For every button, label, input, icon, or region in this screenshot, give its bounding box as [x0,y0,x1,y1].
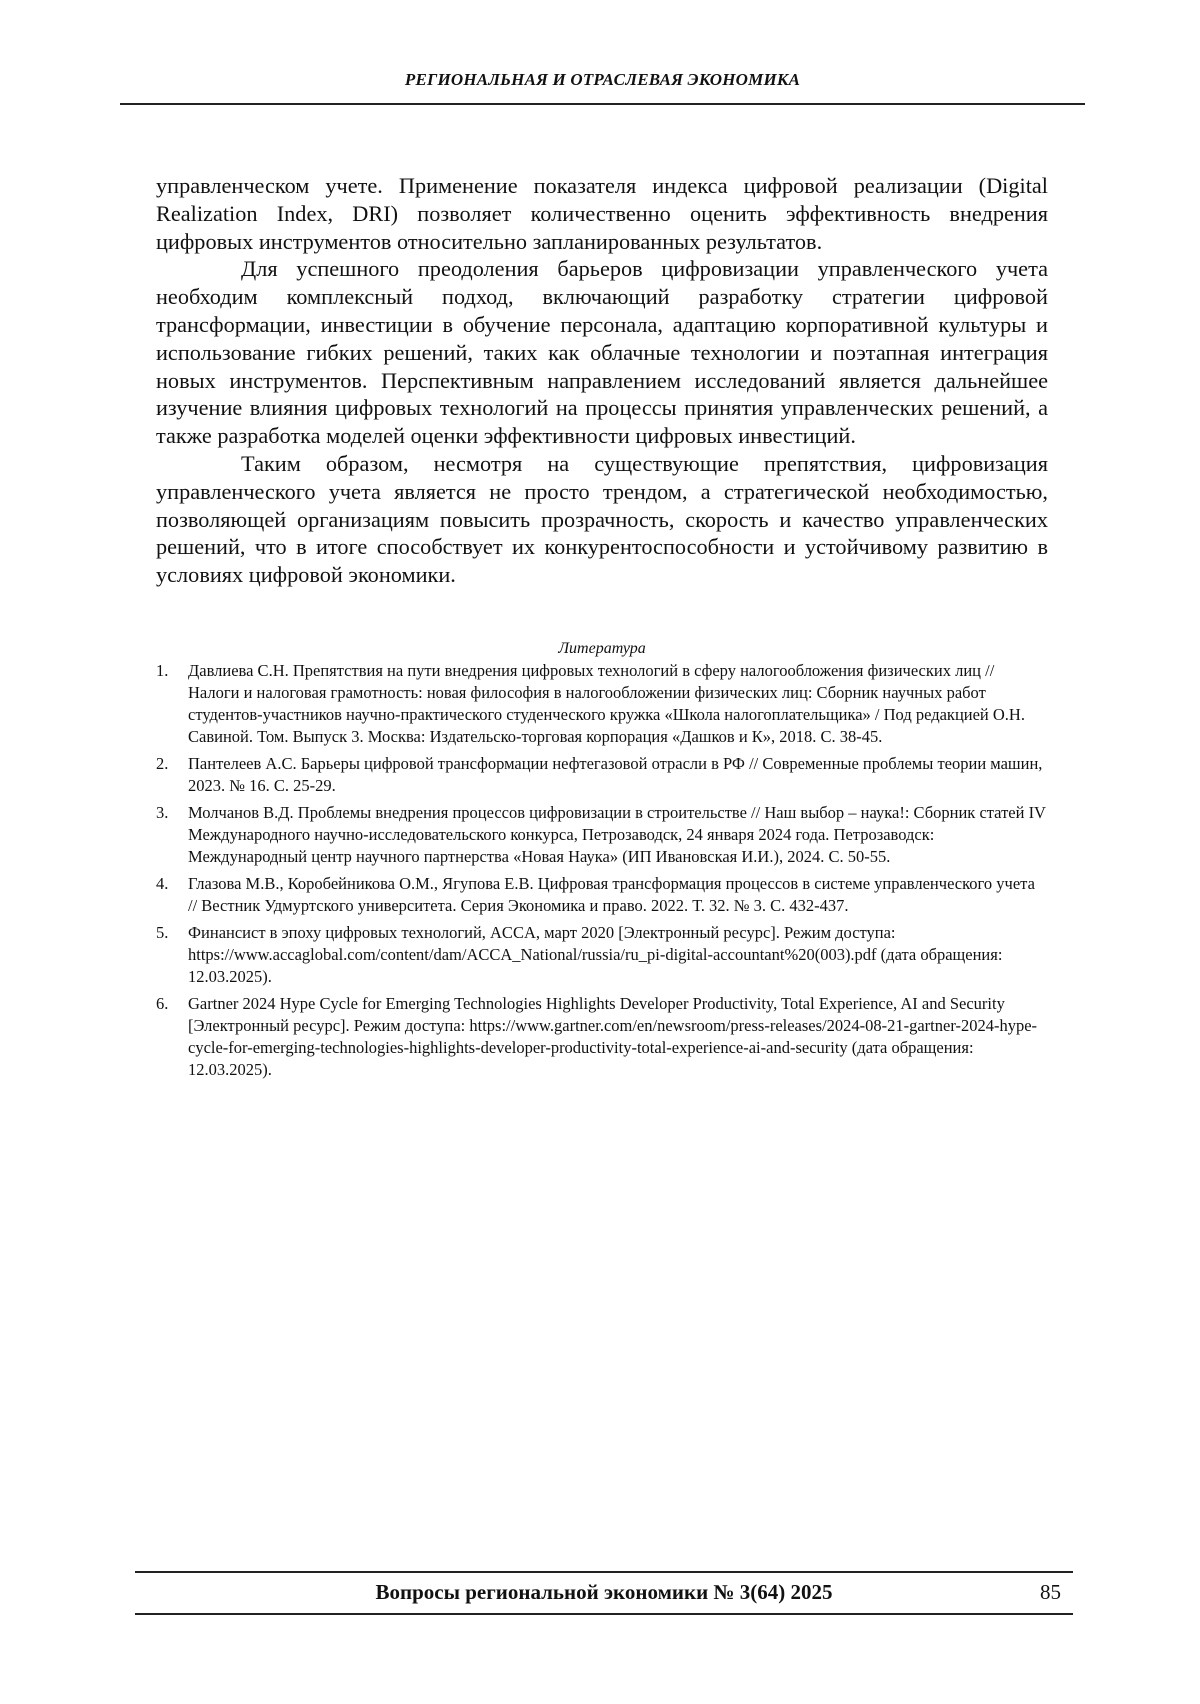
reference-text: Финансист в эпоху цифровых технологий, ACCA, март 2020 [Электронный ресурс]. Режим доступа: https://www.accaglobal.com/content/dam/ACCA_National/russia/ru_pi-digital-accountant%20(003).pdf (дата обращения: 12.03.2025). [188,923,1003,986]
reference-number: 2. [156,754,169,773]
reference-number: 3. [156,803,169,822]
reference-item [156,873,1048,917]
reference-text: Давлиева С.Н. Препятствия на пути внедрения цифровых технологий в сферу налогообложения физических лиц // Налоги и налоговая грамотность: новая философия в налогообложении физических лиц: Сборник научных работ студентов-участников научно-практического студенческого кружка «Школа налогоплательщика» / Под редакцией О.Н. Савиной. Том. Выпуск 3. Москва: Издательско-торговая корпорация «Дашков и К», 2018. С. 38-45. [188,661,1025,746]
reference-number: 6. [156,994,169,1013]
paragraph: Таким образом, несмотря на существующие препятствия, цифровизация управленческого учета является не просто трендом, а стратегической необходимостью, позволяющей организациям повысить прозрачность, скорость и качество управленческих решений, что в итоге способствует их конкурентоспособности и устойчивому развитию в условиях цифровой экономики. [156,450,1048,588]
journal-title: Вопросы региональной экономики № 3(64) 2025 [375,1580,833,1604]
reference-text: Молчанов В.Д. Проблемы внедрения процессов цифровизации в строительстве // Наш выбор – наука!: Сборник статей IV Международного научно-исследовательского конкурса, Петрозаводск, 24 января 2024 года. Петрозаводск: Международный центр научного партнерства «Новая Наука» (ИП Ивановская И.И.), 2024. С. 50-55. [188,803,1046,866]
reference-list [156,660,1048,1086]
page-number: 85 [1040,1580,1061,1604]
reference-item [156,660,1048,748]
reference-item [156,802,1048,868]
reference-number: 1. [156,661,169,680]
article-body [156,172,1048,589]
header-rule [120,103,1085,105]
reference-item [156,922,1048,988]
reference-text: Глазова М.В., Коробейникова О.М., Ягупова Е.В. Цифровая трансформация процессов в системе управленческого учета // Вестник Удмуртского университета. Серия Экономика и право. 2022. Т. 32. № 3. С. 432-437. [188,874,1035,915]
footer-rule-top [135,1571,1073,1573]
reference-number: 5. [156,923,169,942]
reference-number: 4. [156,874,169,893]
reference-item [156,993,1048,1081]
reference-text: Gartner 2024 Hype Cycle for Emerging Technologies Highlights Developer Productivity, Total Experience, AI and Security [Электронный ресурс]. Режим доступа: https://www.gartner.com/en/newsroom/press-releases/2024-08-21-gartner-2024-hype-cycle-for-emerging-technologies-highlights-developer-productivity-total-experience-ai-and-security (дата обращения: 12.03.2025). [188,994,1038,1079]
footer-rule-bottom [135,1613,1073,1615]
paragraph: Для успешного преодоления барьеров цифровизации управленческого учета необходим комплексный подход, включающий разработку стратегии цифровой трансформации, инвестиции в обучение персонала, адаптацию корпоративной культуры и использование гибких решений, таких как облачные технологии и поэтапная интеграция новых инструментов. Перспективным направлением исследований является дальнейшее изучение влияния цифровых технологий на процессы принятия управленческих решений, а также разработка моделей оценки эффективности цифровых инвестиций. [156,256,1048,449]
running-head: РЕГИОНАЛЬНАЯ И ОТРАСЛЕВАЯ ЭКОНОМИКА [404,70,801,89]
reference-text: Пантелеев А.С. Барьеры цифровой трансформации нефтегазовой отрасли в РФ // Современные проблемы теории машин, 2023. № 16. С. 25-29. [188,754,1043,795]
literature-heading: Литература [558,640,646,657]
paragraph-continuation: управленческом учете. Применение показателя индекса цифровой реализации (Digital Realization Index, DRI) позволяет количественно оценить эффективность внедрения цифровых инструментов относительно запланированных результатов. [156,173,1048,254]
reference-item [156,753,1048,797]
